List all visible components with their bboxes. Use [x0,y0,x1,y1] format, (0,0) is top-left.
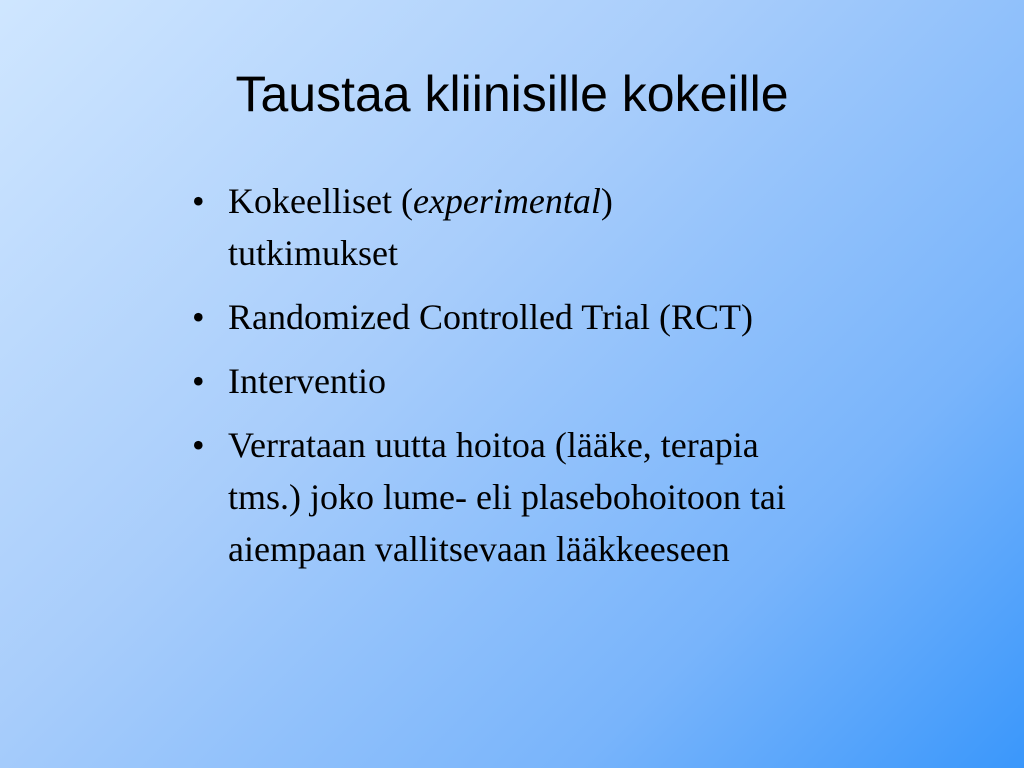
bullet-item-experimental [190,175,790,279]
bullet-icon: • [192,361,205,401]
bullet-text-post: ) tutkimukset [228,181,613,273]
bullet-item-interventio [190,355,790,407]
bullet-text: Verrataan uutta hoitoa (lääke, terapia tms.) joko lume- eli plasebohoitoon tai aiempaan vallitsevaan lääkkeeseen [228,425,786,569]
bullet-icon: • [192,297,205,337]
bullet-list [190,175,790,575]
bullet-text-italic: experimental [412,181,601,221]
bullet-icon: • [192,181,205,221]
bullet-icon: • [192,425,205,465]
bullet-text-pre: Kokeelliset ( [228,181,413,221]
bullet-item-rct [190,291,790,343]
bullet-item-verrataan [190,419,790,575]
bullet-text: Interventio [228,361,386,401]
bullet-text: Randomized Controlled Trial (RCT) [228,297,753,337]
slide-title: Taustaa kliinisille kokeille [235,66,789,122]
